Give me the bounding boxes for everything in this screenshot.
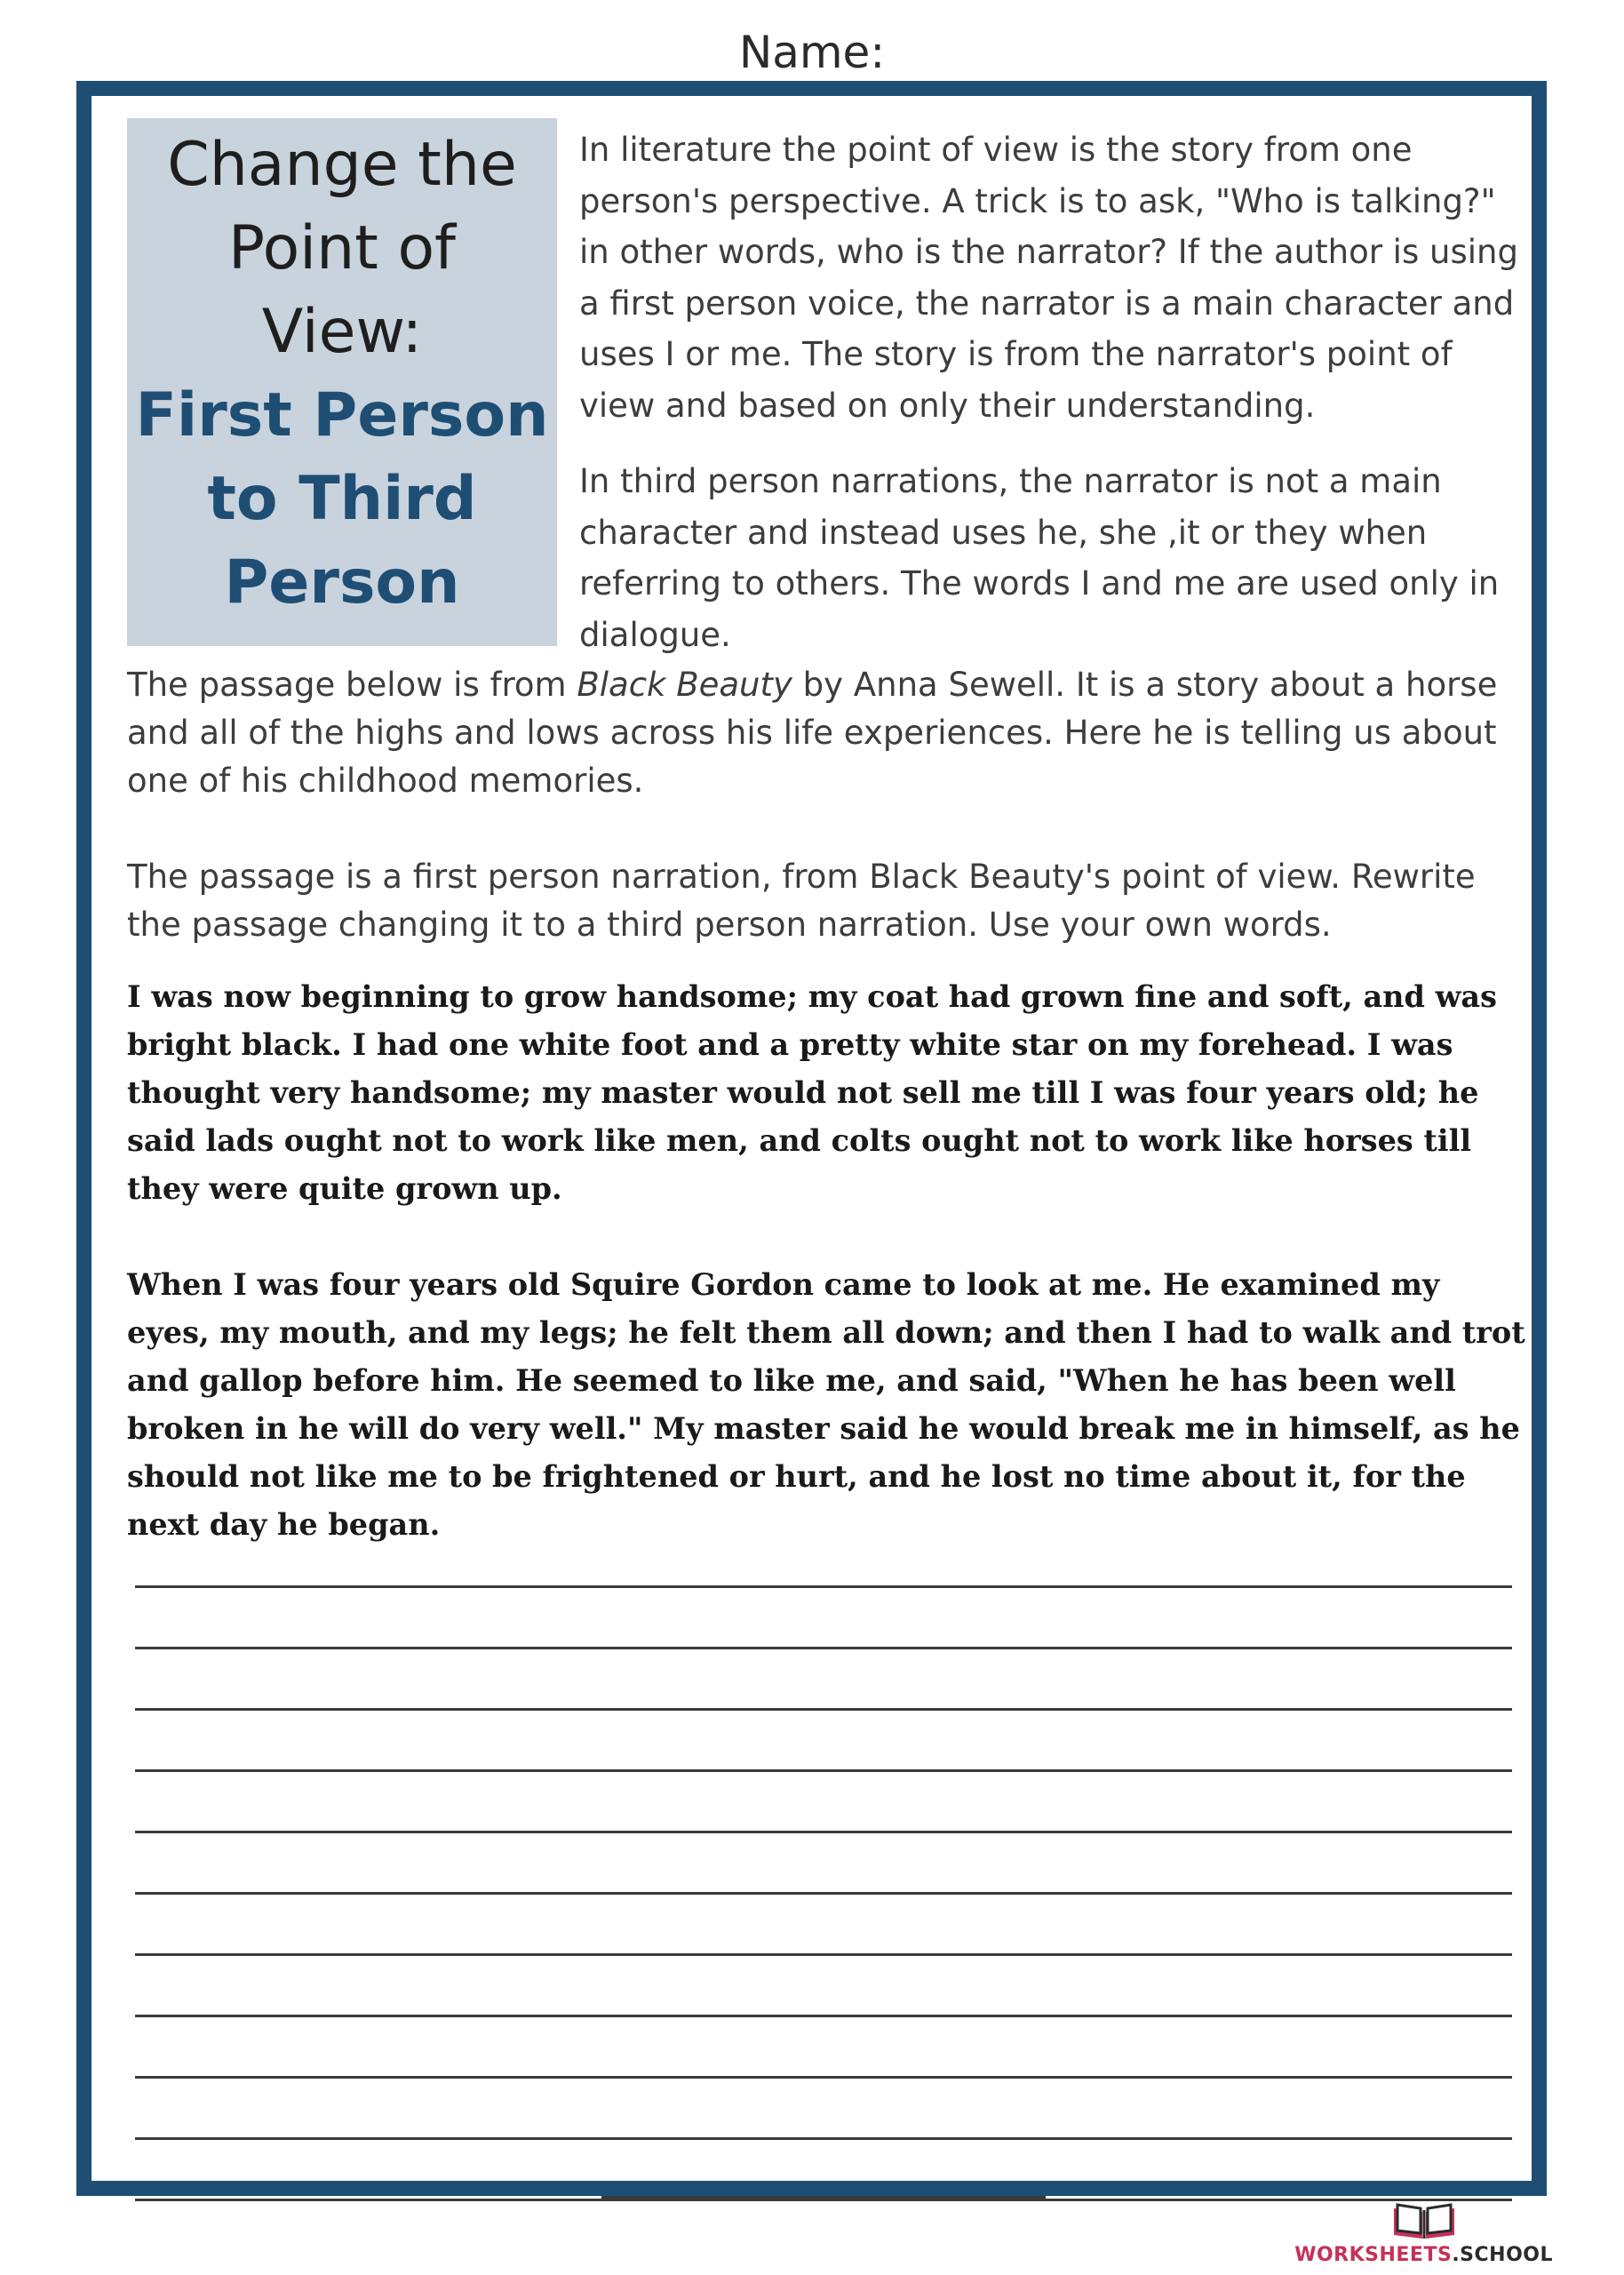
rewrite-instructions: The passage is a first person narration, from Black Beauty's point of view. Rewrite the passage changing it to a third person narration. Use your own words. [127,858,1476,944]
passage-description-end: by Anna Sewell. It is a story about a horse and all of the highs and lows across his life experiences. Here he is telling us about one of his childhood memories. [127,666,1498,800]
title-line-3: View: [261,297,423,367]
intro-text [579,124,1525,660]
answer-line[interactable] [135,1895,1512,1956]
answer-line[interactable] [135,1527,1512,1588]
answer-line[interactable] [135,2017,1512,2079]
answer-line[interactable] [135,1956,1512,2017]
title-accent-1: First Person [135,380,549,451]
answer-line[interactable] [135,2140,1512,2201]
intro-paragraph-2: In third person narrations, the narrator is not a main character and instead uses he, she ,it or they when referring to others. The words I and me are used only in dialogue. [579,462,1500,654]
brand-name-part-2: .SCHOOL [1452,2244,1553,2266]
bottom-divider [601,2196,1046,2199]
passage-instructions [127,661,1531,949]
excerpt-paragraph-1: I was now beginning to grow handsome; my coat had grown fine and soft, and was bright black. I had one white foot and a pretty white star on my forehead. I was thought very handsome; my master would not sell me till I was four years old; he said lads ought not to work like men, and colts ought not to work like horses till they were quite grown up. [127,979,1497,1206]
answer-line[interactable] [135,2079,1512,2140]
open-book-icon [1389,2199,1460,2242]
name-label: Name: [738,27,886,78]
answer-line[interactable] [135,1711,1512,1772]
brand-name-part-1: WORKSHEETS [1294,2244,1453,2266]
title-accent-2: to Third [207,464,477,534]
answer-writing-area[interactable] [135,1527,1512,2201]
title-box [127,118,557,646]
passage-description-start: The passage below is from [127,666,577,704]
passage-description [127,661,1531,805]
brand-logo [1294,2199,1553,2266]
intro-paragraph-1: In literature the point of view is the story from one person's perspective. A trick is to ask, "Who is talking?" in other words, who is the narrator? If the author is using a first person voice, the narrator is a main character and uses I or me. The story is from the narrator's point of view and based on only their understanding. [579,131,1518,425]
book-title: Black Beauty [577,666,792,704]
answer-line[interactable] [135,1772,1512,1833]
brand-name [1294,2244,1553,2266]
answer-line[interactable] [135,1588,1512,1649]
black-beauty-excerpt [127,973,1531,1549]
answer-line[interactable] [135,1649,1512,1711]
answer-line[interactable] [135,1833,1512,1895]
title-accent-3: Person [224,547,460,618]
title-line-2: Point of [228,213,456,283]
excerpt-paragraph-2: When I was four years old Squire Gordon came to look at me. He examined my eyes, my mouth, and my legs; he felt them all down; and then I had to walk and trot and gallop before him. He seemed to like me, and said, "When he has been well broken in he will do very well." My master said he would break me in himself, as he should not like me to be frightened or hurt, and he lost no time about it, for the next day he began. [127,1267,1525,1542]
title-line-1: Change the [167,130,517,200]
